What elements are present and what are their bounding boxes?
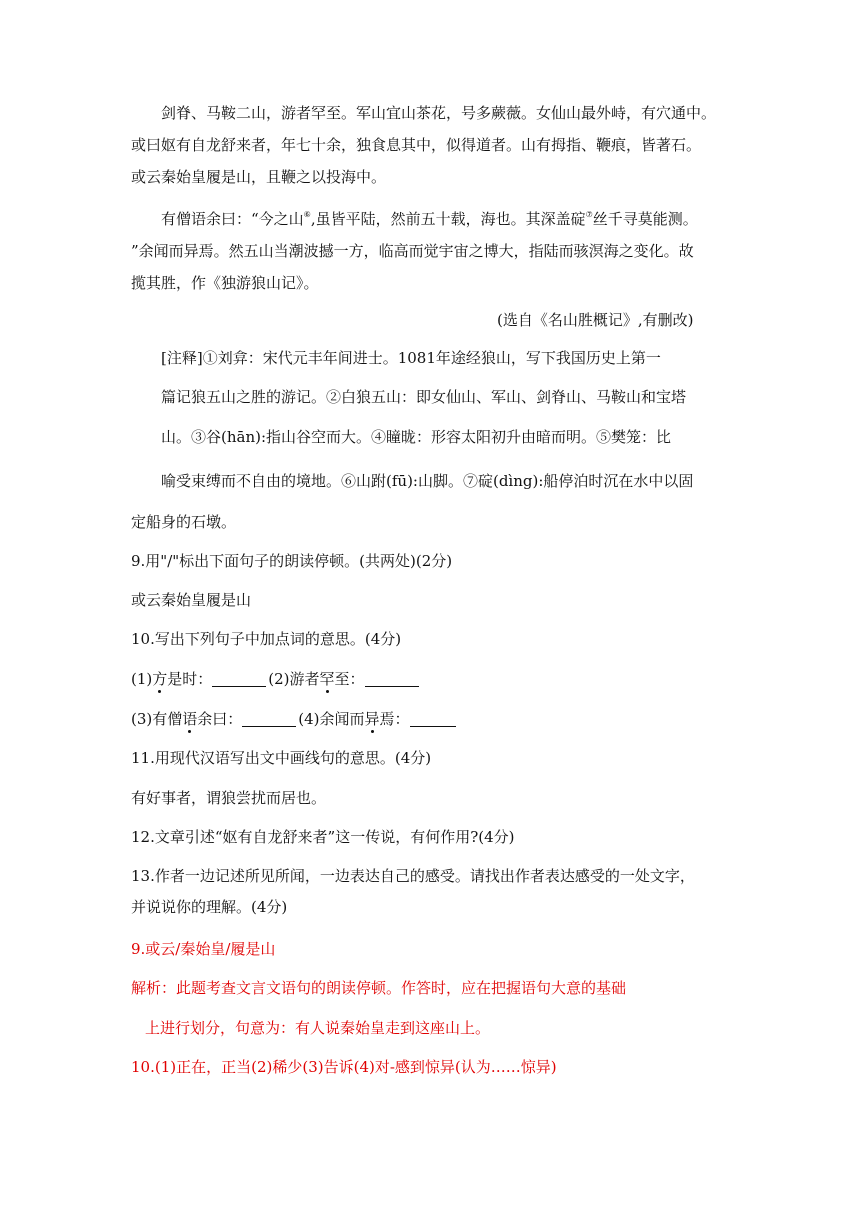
dotted-word: 罕 <box>319 670 335 688</box>
passage-text: 有僧语余曰：“今之山 <box>161 210 304 228</box>
question-13-prompt: 并说说你的理解。(4分) <box>131 898 288 916</box>
item-text: 余曰： <box>197 710 243 728</box>
dotted-word: 异 <box>364 710 380 728</box>
answer-blank[interactable] <box>242 712 296 727</box>
passage-text: ,虽皆平陆，然前五十载，海也。其深盖碇 <box>310 210 586 228</box>
source-citation: (选自《名山胜概记》,有删改) <box>497 311 694 329</box>
item-text: (3)有僧 <box>131 710 183 728</box>
item-text: (2)游者 <box>268 670 320 688</box>
question-12-prompt: 12.文章引述“妪有自龙舒来者”这一传说，有何作用?(4分) <box>131 828 515 846</box>
answer-blank[interactable] <box>212 672 266 687</box>
note-line: 篇记狼五山之胜的游记。②白狼五山：即女仙山、军山、剑脊山、马鞍山和宝塔 <box>161 388 687 406</box>
note-line: 定船身的石墩。 <box>131 513 237 531</box>
question-11-sentence: 有好事者，谓狼尝扰而居也。 <box>131 789 327 807</box>
passage-text: 丝千寻莫能测。 <box>592 210 698 228</box>
question-10-row <box>131 709 458 729</box>
footnote-marker: ⑦ <box>585 210 593 219</box>
note-line: [注释]①刘弇：宋代元丰年间进士。1081年途经狼山，写下我国历史上第一 <box>161 349 661 367</box>
item-text: (4)余闻而 <box>298 710 365 728</box>
passage-line <box>161 209 698 229</box>
item-text: 焉： <box>379 710 410 728</box>
item-text: 是时： <box>167 670 213 688</box>
passage-line: 或云秦始皇履是山，且鞭之以投海中。 <box>131 168 387 186</box>
passage-line: 揽其胜，作《独游狼山记》。 <box>131 274 319 292</box>
question-13-prompt: 13.作者一边记述所见所闻，一边表达自己的感受。请找出作者表达感受的一处文字， <box>131 867 695 885</box>
answer-9-analysis: 解析：此题考查文言文语句的朗读停顿。作答时，应在把握语句大意的基础 <box>131 979 627 997</box>
answer-blank[interactable] <box>365 672 419 687</box>
note-line: 山。③谷(hān):指山谷空而大。④瞳昽：形容太阳初升由暗而明。⑤樊笼：比 <box>161 428 672 446</box>
question-10-row <box>131 669 421 689</box>
passage-line: 或曰妪有自龙舒来者，年七十余，独食息其中，似得道者。山有拇指、鞭痕，皆著石。 <box>131 136 702 154</box>
item-text: 至： <box>334 670 365 688</box>
dotted-word: 方 <box>152 670 168 688</box>
passage-line: 剑脊、马鞍二山，游者罕至。军山宜山茶花，号多蕨薇。女仙山最外峙，有穴通中。 <box>161 104 717 122</box>
footnote-marker: ⑥ <box>303 210 311 219</box>
answer-9: 9.或云/秦始皇/履是山 <box>131 940 276 958</box>
question-11-prompt: 11.用现代汉语写出文中画线句的意思。(4分) <box>131 749 432 767</box>
note-line: 喻受束缚而不自由的境地。⑥山跗(fū):山脚。⑦碇(dìng):船停泊时沉在水中以固 <box>161 472 694 490</box>
question-9-sentence: 或云秦始皇履是山 <box>131 591 252 609</box>
question-10-prompt: 10.写出下列句子中加点词的意思。(4分) <box>131 630 402 648</box>
passage-line: ”余闻而异焉。然五山当潮波撼一方，临高而觉宇宙之博大，指陆而骇溟海之变化。故 <box>131 242 694 260</box>
item-text: (1) <box>131 670 153 688</box>
question-9-prompt: 9.用"/"标出下面句子的朗读停顿。(共两处)(2分) <box>131 552 453 570</box>
answer-9-analysis: 上进行划分，句意为：有人说秦始皇走到这座山上。 <box>145 1019 491 1037</box>
answer-10: 10.(1)正在，正当(2)稀少(3)告诉(4)对-感到惊异(认为……惊异) <box>131 1058 557 1076</box>
dotted-word: 语 <box>182 710 198 728</box>
answer-blank[interactable] <box>410 712 456 727</box>
